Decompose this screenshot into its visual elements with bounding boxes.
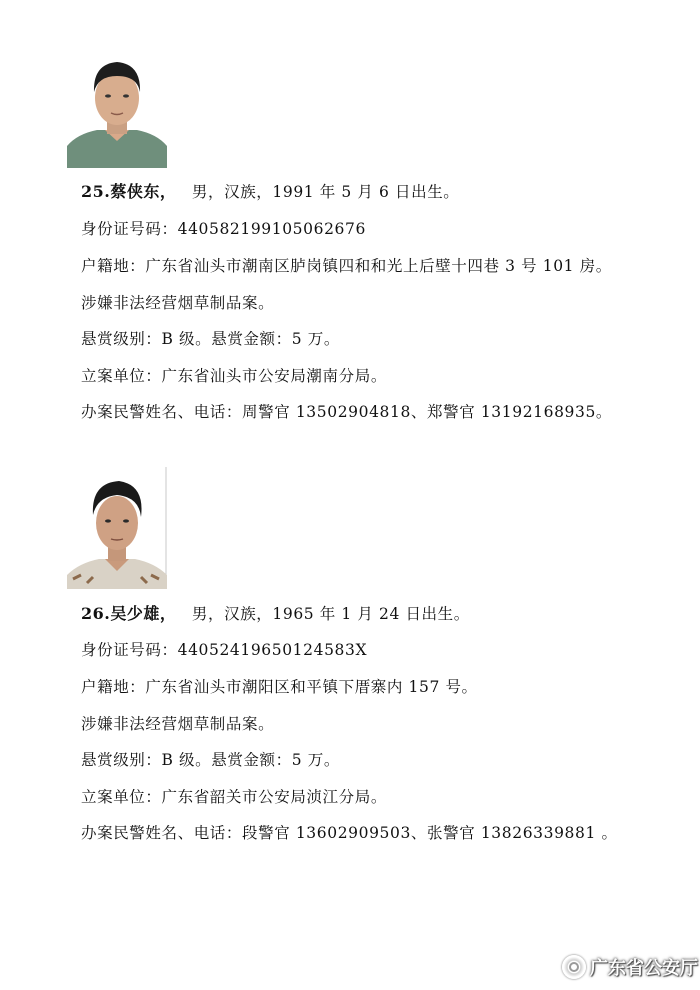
reward-label: 悬赏级别：: [81, 751, 162, 769]
source-watermark: [562, 952, 698, 982]
household-value: 广东省汕头市潮阳区和平镇下厝寨内 157 号。: [145, 678, 478, 696]
reward-line: [81, 327, 340, 349]
person-basic-info: 男，汉族，1965 年 1 月 24 日出生。: [191, 605, 470, 623]
reward-line: [81, 748, 340, 770]
reward-label: 悬赏级别：: [81, 330, 162, 348]
id-number-line: [81, 638, 367, 660]
person-photo: [67, 46, 167, 168]
id-number-label: 身份证号码：: [81, 220, 178, 238]
person-header: [81, 601, 470, 624]
household-value: 广东省汕头市潮南区胪岗镇四和和光上后壁十四巷 3 号 101 房。: [145, 257, 612, 275]
person-basic-info: 男，汉族，1991 年 5 月 6 日出生。: [191, 183, 460, 201]
household-label: 户籍地：: [81, 257, 146, 275]
household-line: [81, 675, 478, 697]
police-contact-value: 周警官 13502904818、郑警官 13192168935。: [242, 403, 613, 421]
filing-unit-line: [81, 364, 387, 386]
police-contact-label: 办案民警姓名、电话：: [81, 824, 243, 842]
id-number-value: 44052419650124583X: [177, 641, 368, 659]
police-contact-line: [81, 821, 618, 843]
id-number-label: 身份证号码：: [81, 641, 178, 659]
person-photo: [67, 467, 167, 589]
reward-value: B 级。悬赏金额：5 万。: [161, 751, 340, 769]
filing-unit-value: 广东省汕头市公安局潮南分局。: [161, 367, 387, 385]
filing-unit-line: [81, 785, 387, 807]
household-line: [81, 254, 612, 276]
case-text: 涉嫌非法经营烟草制品案。: [81, 294, 275, 312]
filing-unit-value: 广东省韶关市公安局浈江分局。: [161, 788, 387, 806]
reward-value: B 级。悬赏金额：5 万。: [161, 330, 340, 348]
police-contact-label: 办案民警姓名、电话：: [81, 403, 243, 421]
id-number-line: [81, 217, 366, 239]
filing-unit-label: 立案单位：: [81, 788, 162, 806]
id-number-value: 440582199105062676: [177, 220, 366, 238]
household-label: 户籍地：: [81, 678, 146, 696]
case-line: [81, 712, 274, 734]
person-name: 蔡侠东，: [110, 182, 177, 201]
case-text: 涉嫌非法经营烟草制品案。: [81, 715, 275, 733]
filing-unit-label: 立案单位：: [81, 367, 162, 385]
police-contact-line: [81, 400, 612, 422]
person-name: 吴少雄，: [110, 604, 177, 623]
case-line: [81, 291, 274, 313]
police-seal-icon: [562, 955, 586, 979]
person-number: 26.: [81, 604, 111, 623]
watermark-text: 广东省公安厅: [590, 958, 698, 979]
police-contact-value: 段警官 13602909503、张警官 13826339881 。: [242, 824, 618, 842]
person-number: 25.: [81, 182, 111, 201]
person-header: [81, 179, 459, 202]
